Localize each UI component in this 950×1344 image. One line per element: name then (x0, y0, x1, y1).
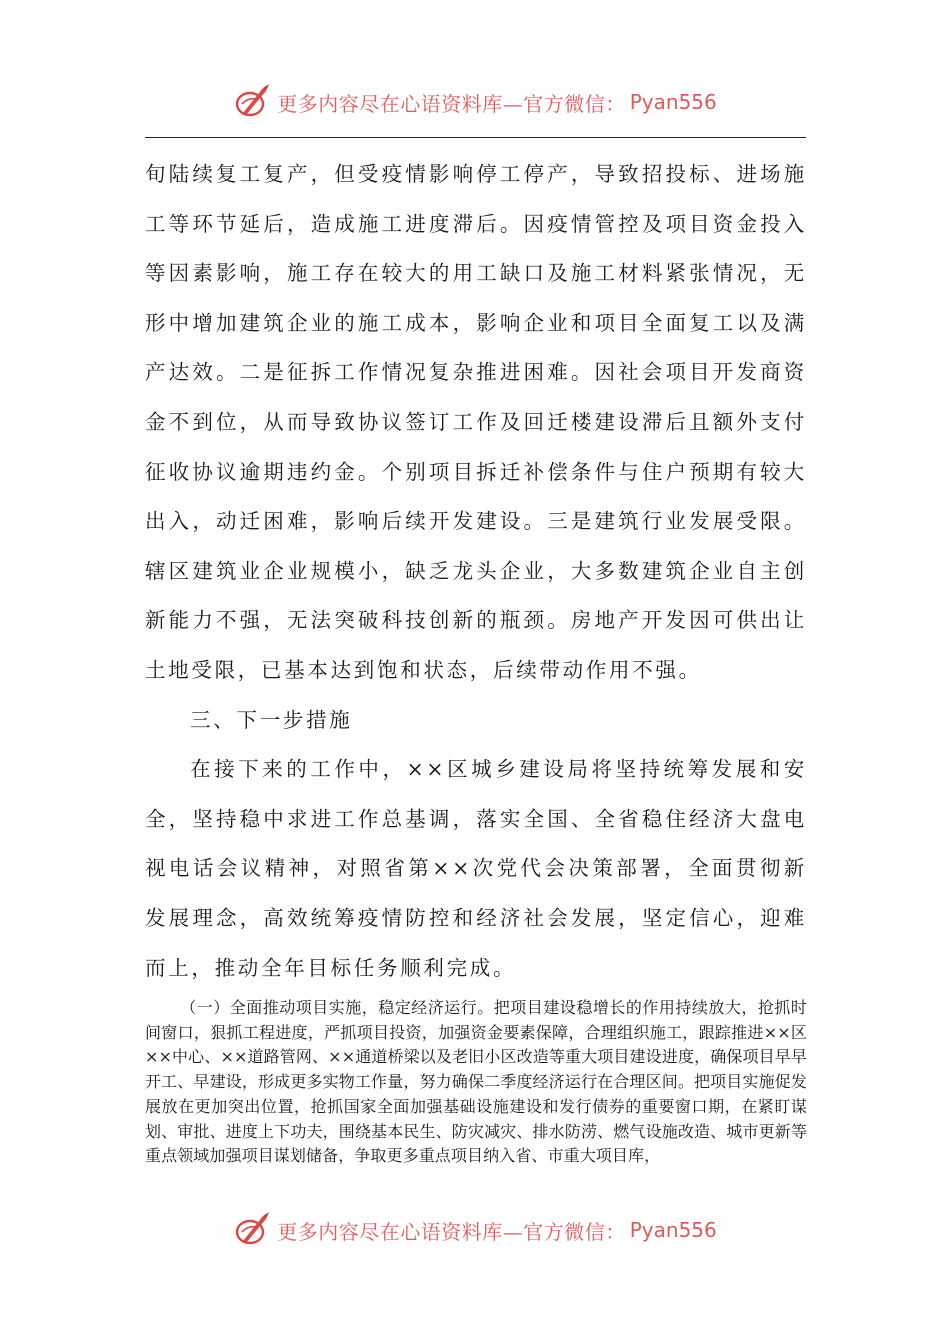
continuation-paragraph: 旬陆续复工复产，但受疫情影响停工停产，导致招投标、进场施工等环节延后，造成施工进度滞后。因疫情管控及项目资金投入等因素影响，施工存在较大的用工缺口及施工材料紧张情况，无形中增加建筑企业的施工成本，影响企业和项目全面复工以及满产达效。二是征拆工作情况复杂推进困难。因社会项目开发商资金不到位，从而导致协议签订工作及回迁楼建设滞后且额外支付征收协议逾期违约金。个别项目拆迁补偿条件与住户预期有较大出入，动迁困难，影响后续开发建设。三是建筑行业发展受限。辖区建筑业企业规模小，缺乏龙头企业，大多数建筑企业自主创新能力不强，无法突破科技创新的瓶颈。房地产开发因可供出让土地受限，已基本达到饱和状态，后续带动作用不强。 (145, 162, 807, 682)
watermark-text: 更多内容尽在心语资料库—官方微信： (277, 1219, 626, 1244)
header-divider (145, 137, 806, 138)
watermark-wechat-id: Pyan556 (629, 90, 717, 114)
document-body (145, 150, 807, 993)
watermark-text: 更多内容尽在心语资料库—官方微信： (277, 91, 626, 116)
quill-logo-icon (233, 1210, 273, 1250)
intro-paragraph: 在接下来的工作中，××区城乡建设局将坚持统筹发展和安全，坚持稳中求进工作总基调，落实全国、全省稳住经济大盘电视电话会议精神，对照省第××次党代会决策部署，全面贯彻新发展理念，高效统筹疫情防控和经济社会发展，坚定信心，迎难而上，推动全年目标任务顺利完成。 (145, 757, 807, 980)
header-watermark (0, 82, 950, 122)
measure-paragraph: （一）全面推动项目实施，稳定经济运行。把项目建设稳增长的作用持续放大，抢抓时间窗口，狠抓工程进度，严抓项目投资，加强资金要素保障，合理组织施工，跟踪推进××区××中心、××道路管网、××通道桥梁以及老旧小区改造等重大项目建设进度，确保项目早早开工、早建设，形成更多实物工作量，努力确保二季度经济运行在合理区间。把项目实施促发展放在更加突出位置，抢抓国家全面加强基础设施建设和发行债券的重要窗口期，在紧盯谋划、审批、进度上下功夫，围绕基本民生、防灾减灾、排水防涝、燃气设施改造、城市更新等重点领域加强项目谋划储备，争取更多重点项目纳入省、市重大项目库， (145, 998, 807, 1166)
section-heading: 三、下一步措施 (190, 707, 353, 732)
footer-watermark (0, 1210, 950, 1250)
measure-section (145, 996, 807, 1169)
quill-logo-icon (233, 82, 273, 122)
watermark-wechat-id: Pyan556 (629, 1218, 717, 1242)
